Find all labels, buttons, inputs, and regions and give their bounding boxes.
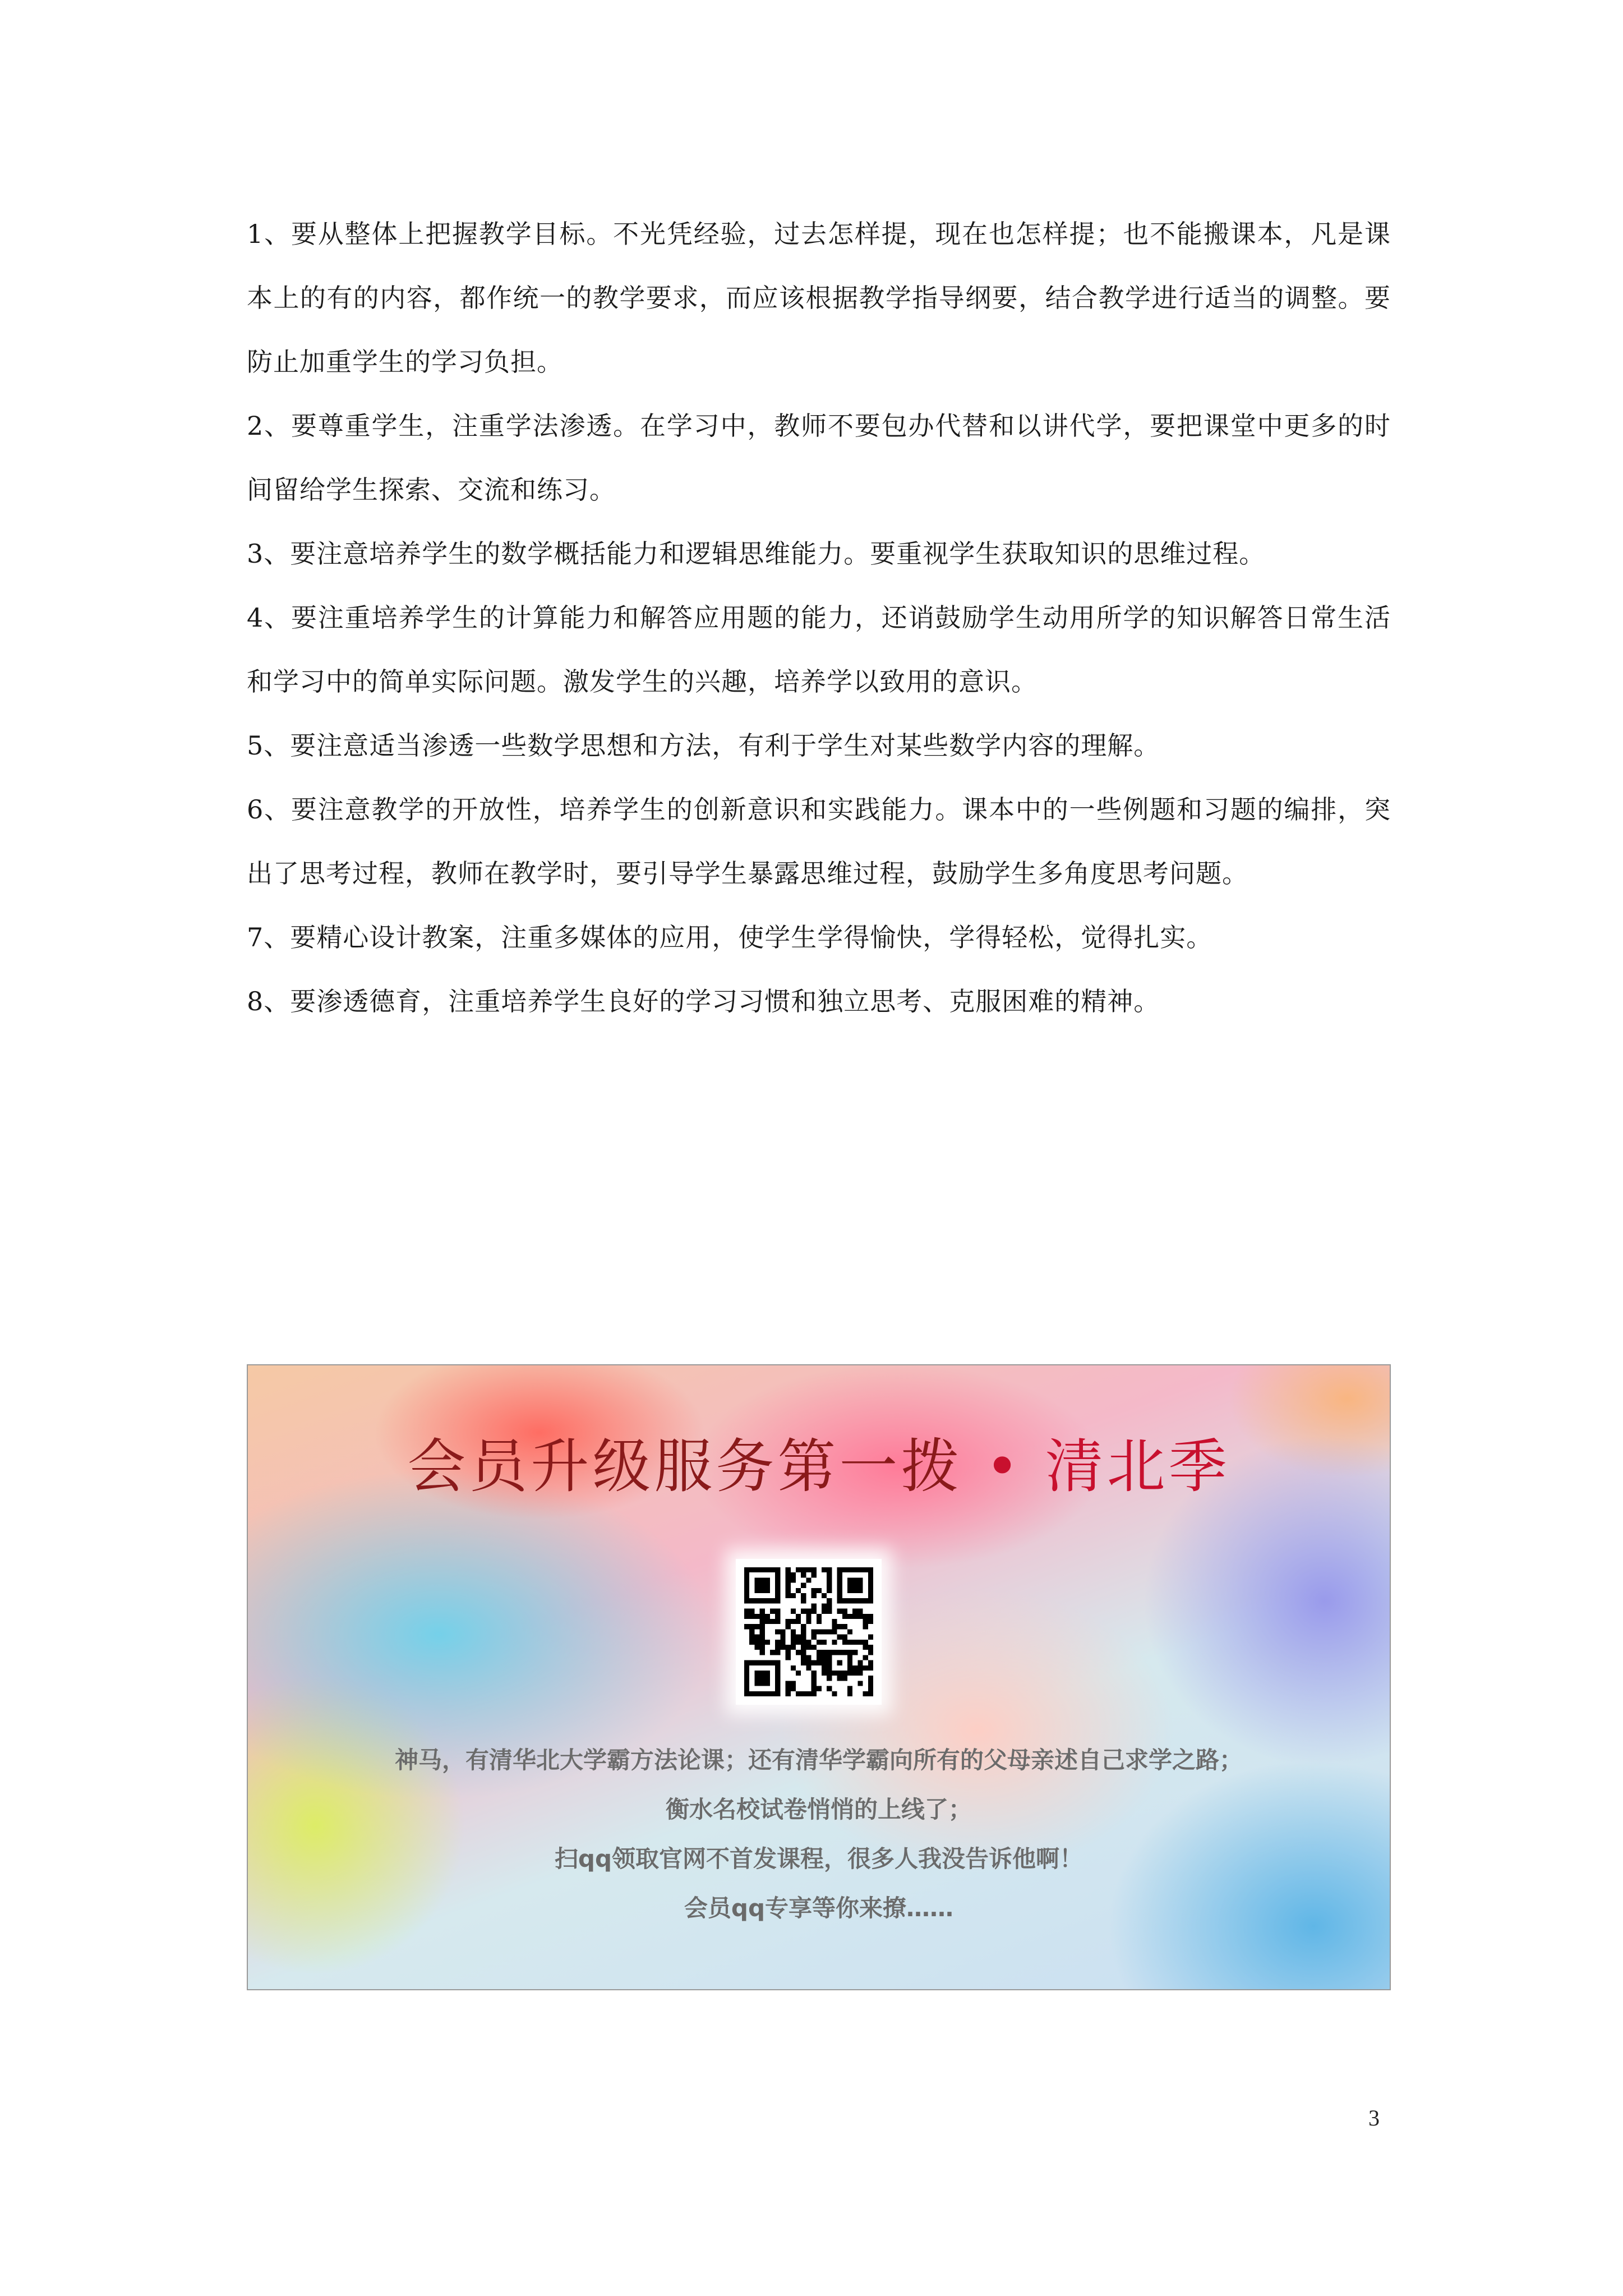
paragraph-6: 6、要注意教学的开放性，培养学生的创新意识和实践能力。课本中的一些例题和习题的编排，突出了思考过程，教师在教学时，要引导学生暴露思维过程，鼓励学生多角度思考问题。 <box>247 794 1391 889</box>
banner-title-part1: 会员升级服务第一拨 <box>407 1432 963 1501</box>
banner-line-3: 扫qq领取官网不首发课程，很多人我没告诉他啊！ <box>554 1845 1083 1872</box>
paragraph-7: 7、要精心设计教案，注重多媒体的应用，使学生学得愉快，学得轻松，觉得扎实。 <box>247 922 1213 953</box>
page-number: 3 <box>1368 2105 1380 2131</box>
paragraph-5: 5、要注意适当渗透一些数学思想和方法，有利于学生对某些数学内容的理解。 <box>247 730 1160 761</box>
banner-line-1: 神马，有清华北大学霸方法论课；还有清华学霸向所有的父母亲述自己求学之路； <box>394 1746 1243 1774</box>
paragraph-3: 3、要注意培养学生的数学概括能力和逻辑思维能力。要重视学生获取知识的思维过程。 <box>247 539 1266 569</box>
paragraph-4: 4、要注重培养学生的计算能力和解答应用题的能力，还诮鼓励学生动用所学的知识解答日常生活和学习中的简单实际问题。激发学生的兴趣，培养学以致用的意识。 <box>247 602 1391 697</box>
promo-banner <box>247 1364 1391 1990</box>
qr-code-icon[interactable] <box>736 1559 882 1705</box>
banner-text <box>248 1736 1390 1933</box>
banner-line-4: 会员qq专享等你来撩…… <box>684 1894 954 1922</box>
banner-title <box>248 1433 1390 1500</box>
paragraph-8: 8、要渗透德育，注重培养学生良好的学习习惯和独立思考、克服困难的精神。 <box>247 986 1160 1016</box>
banner-line-2: 衡水名校试卷悄悄的上线了； <box>665 1796 972 1823</box>
banner-title-part2: 清北季 <box>1045 1432 1230 1501</box>
document-body <box>247 202 1391 1033</box>
paragraph-2: 2、要尊重学生，注重学法渗透。在学习中，教师不要包办代替和以讲代学，要把课堂中更多的时间留给学生探索、交流和练习。 <box>247 411 1391 505</box>
qr-code-graphic <box>744 1567 873 1696</box>
paragraph-1: 1、要从整体上把握教学目标。不光凭经验，过去怎样提，现在也怎样提；也不能搬课本，凡是课本上的有的内容，都作统一的教学要求，而应该根据教学指导纲要，结合教学进行适当的调整。要防止加重学生的学习负担。 <box>247 219 1391 377</box>
banner-title-separator: • <box>985 1432 1023 1501</box>
